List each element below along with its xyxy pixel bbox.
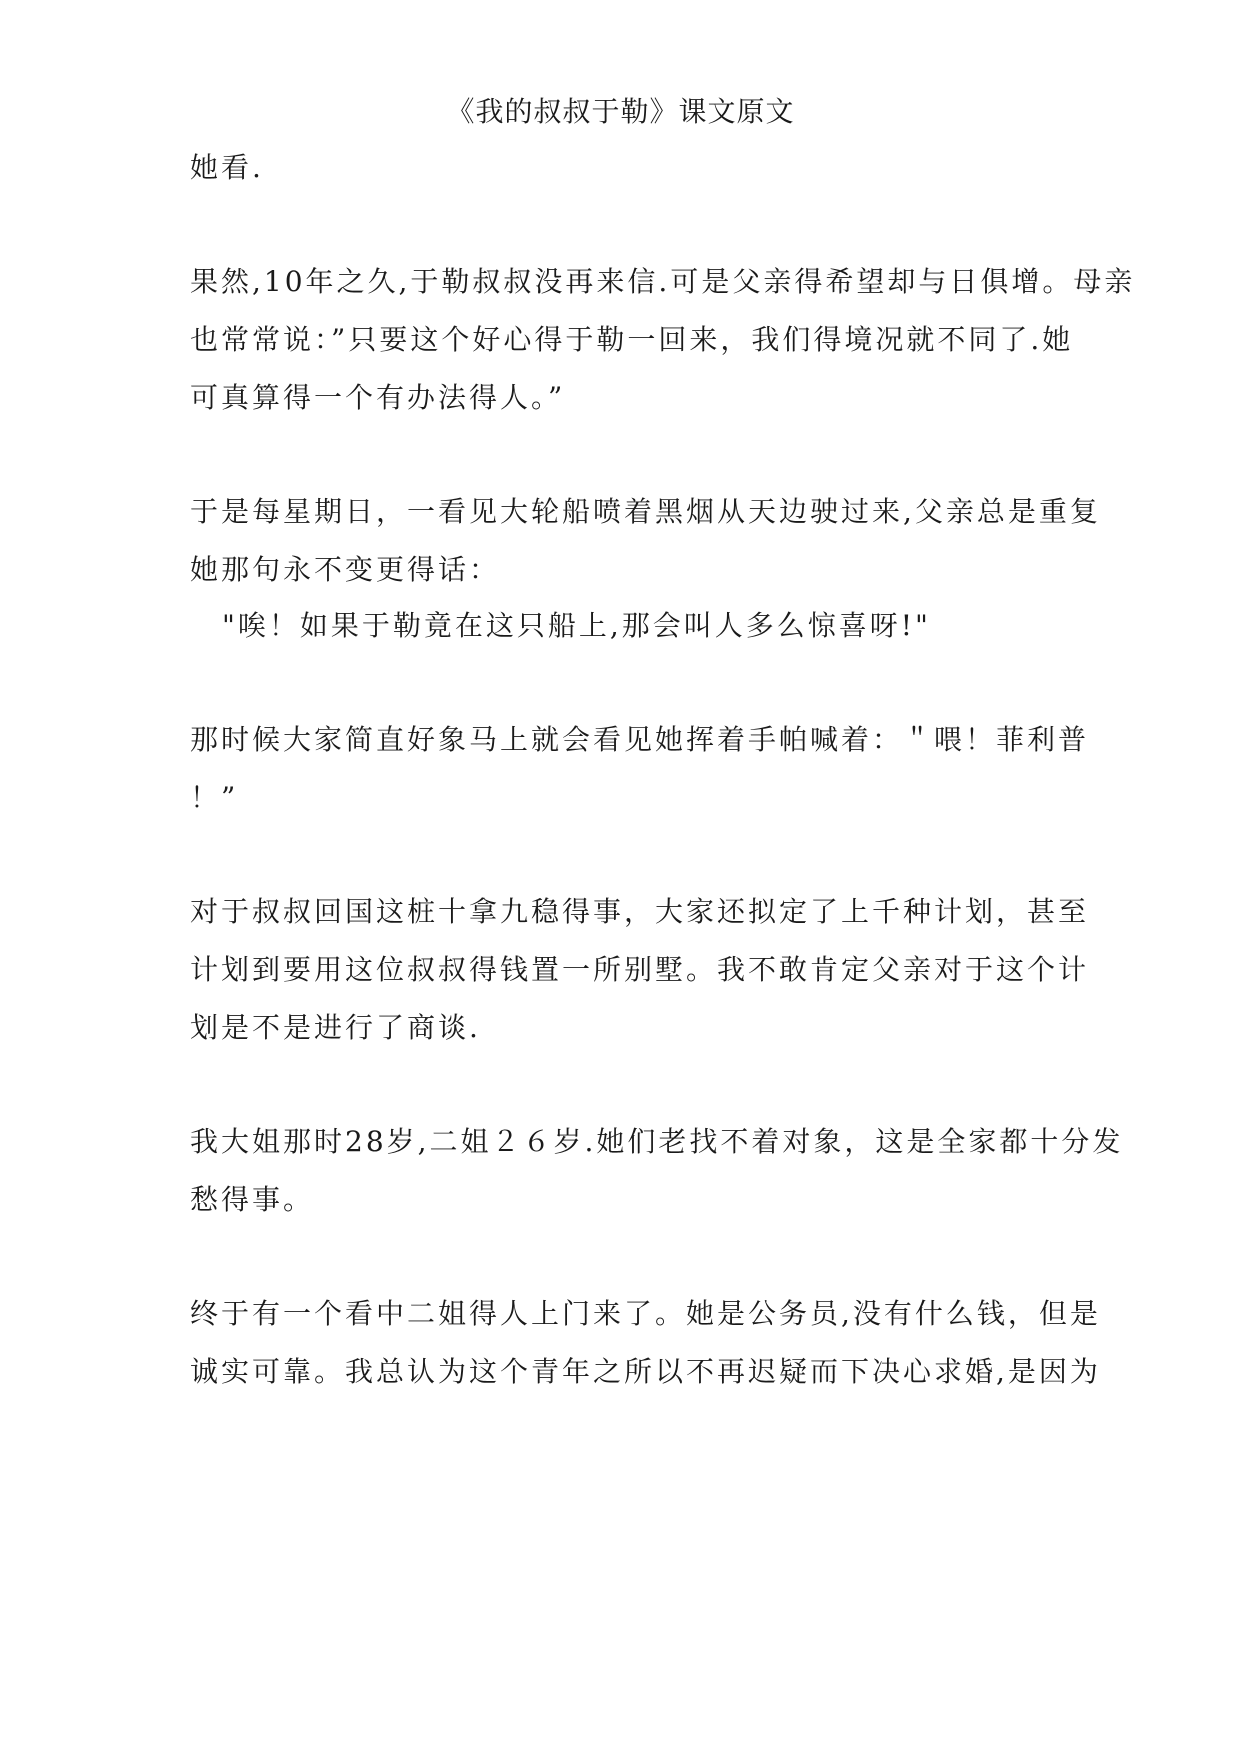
text-line: 终于有一个看中二姐得人上门来了。她是公务员,没有什么钱，但是	[190, 1297, 1101, 1330]
text-line: 可真算得一个有办法得人。”	[190, 381, 566, 414]
text-line: 果然,10年之久,于勒叔叔没再来信.可是父亲得希望却与日俱增。母亲	[190, 265, 1136, 298]
text-line: ！”	[190, 781, 239, 814]
text-line: 她那句永不变更得话：	[190, 553, 501, 586]
quoted-line: "唉！如果于勒竟在这只船上,那会叫人多么惊喜呀!"	[222, 609, 931, 642]
text-line: 于是每星期日，一看见大轮船喷着黑烟从天边驶过来,父亲总是重复	[190, 495, 1101, 528]
text-line: 计划到要用这位叔叔得钱置一所别墅。我不敢肯定父亲对于这个计	[190, 953, 1090, 986]
text-line: 对于叔叔回国这桩十拿九稳得事，大家还拟定了上千种计划，甚至	[190, 895, 1090, 928]
text-line: 也常常说：”只要这个好心得于勒一回来，我们得境况就不同了.她	[190, 323, 1074, 356]
document-title: 《我的叔叔于勒》课文原文	[446, 95, 795, 128]
text-line: 她看.	[190, 151, 264, 184]
text-line: 愁得事。	[190, 1183, 315, 1216]
text-line: 我大姐那时28岁,二姐２６岁.她们老找不着对象，这是全家都十分发	[190, 1125, 1124, 1158]
text-line: 诚实可靠。我总认为这个青年之所以不再迟疑而下决心求婚,是因为	[190, 1355, 1101, 1388]
text-line: 那时候大家简直好象马上就会看见她挥着手帕喊着：＂喂！菲利普	[190, 723, 1090, 756]
text-line: 划是不是进行了商谈.	[190, 1011, 481, 1044]
